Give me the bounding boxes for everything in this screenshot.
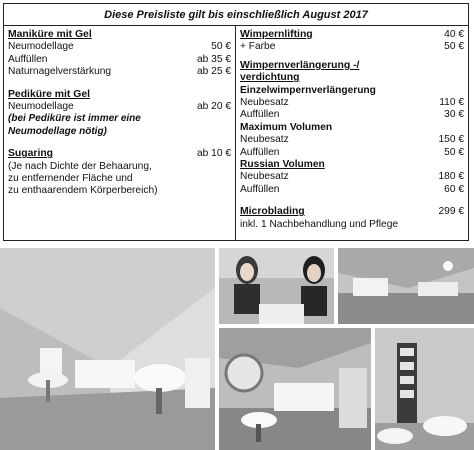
item-price: ab 20 € [197, 101, 231, 113]
mirror-room-photo [219, 328, 371, 450]
sugaring-price: ab 10 € [197, 148, 231, 160]
group-name: Maximum Volumen [240, 121, 333, 133]
price-row [240, 147, 464, 159]
item-price: 60 € [444, 183, 464, 195]
item-label: Neumodellage [8, 101, 74, 113]
wimpernlifting-price: 40 € [444, 29, 464, 40]
item-label: Auffüllen [8, 53, 48, 65]
price-list-header: Diese Preisliste gilt bis einschließlich August 2017 [4, 4, 468, 26]
item-price: ab 35 € [197, 53, 231, 65]
group-name: Einzelwimpernverlängerung [240, 84, 376, 96]
sugaring-note-line: (Je nach Dichte der Behaarung, [8, 160, 152, 172]
microblading-note: inkl. 1 Nachbehandlung und Pflege [240, 218, 399, 230]
price-row [8, 101, 231, 113]
item-label: Auffüllen [240, 146, 280, 158]
item-price: 30 € [444, 109, 464, 121]
item-label: Neubesatz [240, 171, 289, 183]
microblading-row [240, 206, 464, 218]
item-label: Neubesatz [240, 134, 289, 146]
attic-studio-photo [0, 248, 215, 450]
right-column [236, 26, 468, 240]
shelf-chairs-photo [375, 328, 474, 450]
left-column [4, 26, 236, 240]
price-row [8, 41, 231, 53]
price-list [3, 3, 469, 241]
lounge-photo [338, 248, 474, 324]
pedikuere-title: Pediküre mit Gel [8, 88, 90, 100]
item-label: + Farbe [240, 41, 276, 53]
wimpernlifting-title: Wimpernlifting [240, 29, 313, 40]
verlaengerung-title-line-2: verdichtung [240, 72, 300, 84]
manikuere-section [8, 29, 231, 41]
microblading-price: 299 € [438, 206, 464, 218]
verlaengerung-title-line-1: Wimpernverlängerung -/ [240, 59, 360, 71]
item-price: 180 € [438, 171, 464, 183]
item-label: Neubesatz [240, 97, 289, 109]
item-price: 50 € [444, 41, 464, 53]
price-row [240, 184, 464, 196]
price-row [8, 66, 231, 78]
price-row [240, 109, 464, 121]
pedikuere-note-line-2: Neumodellage nötig) [8, 125, 107, 137]
item-price: 50 € [444, 146, 464, 158]
pedikuere-note-line-1: (bei Pediküre ist immer eine [8, 113, 141, 125]
price-row [240, 41, 464, 53]
item-label: Naturnagelverstärkung [8, 66, 112, 78]
sugaring-title: Sugaring [8, 148, 54, 160]
price-row [240, 134, 464, 146]
manikuere-title: Maniküre mit Gel [8, 29, 92, 40]
sugaring-note-line: zu entfernender Fläche und [8, 173, 133, 185]
sugaring-note-line: zu enthaarendem Körperbereich) [8, 185, 158, 197]
price-row [240, 97, 464, 109]
item-label: Auffüllen [240, 109, 280, 121]
two-women-photo [219, 248, 334, 324]
item-price: 110 € [439, 97, 464, 109]
price-row [8, 54, 231, 66]
item-price: ab 25 € [197, 66, 231, 78]
item-price: 150 € [438, 134, 464, 146]
price-row [240, 171, 464, 183]
item-label: Auffüllen [240, 183, 280, 195]
wimpernlifting-row [240, 29, 464, 41]
item-price: 50 € [211, 41, 231, 53]
group-name: Russian Volumen [240, 159, 325, 171]
microblading-title: Microblading [240, 206, 305, 218]
item-label: Neumodellage [8, 41, 74, 53]
sugaring-row [8, 148, 231, 160]
